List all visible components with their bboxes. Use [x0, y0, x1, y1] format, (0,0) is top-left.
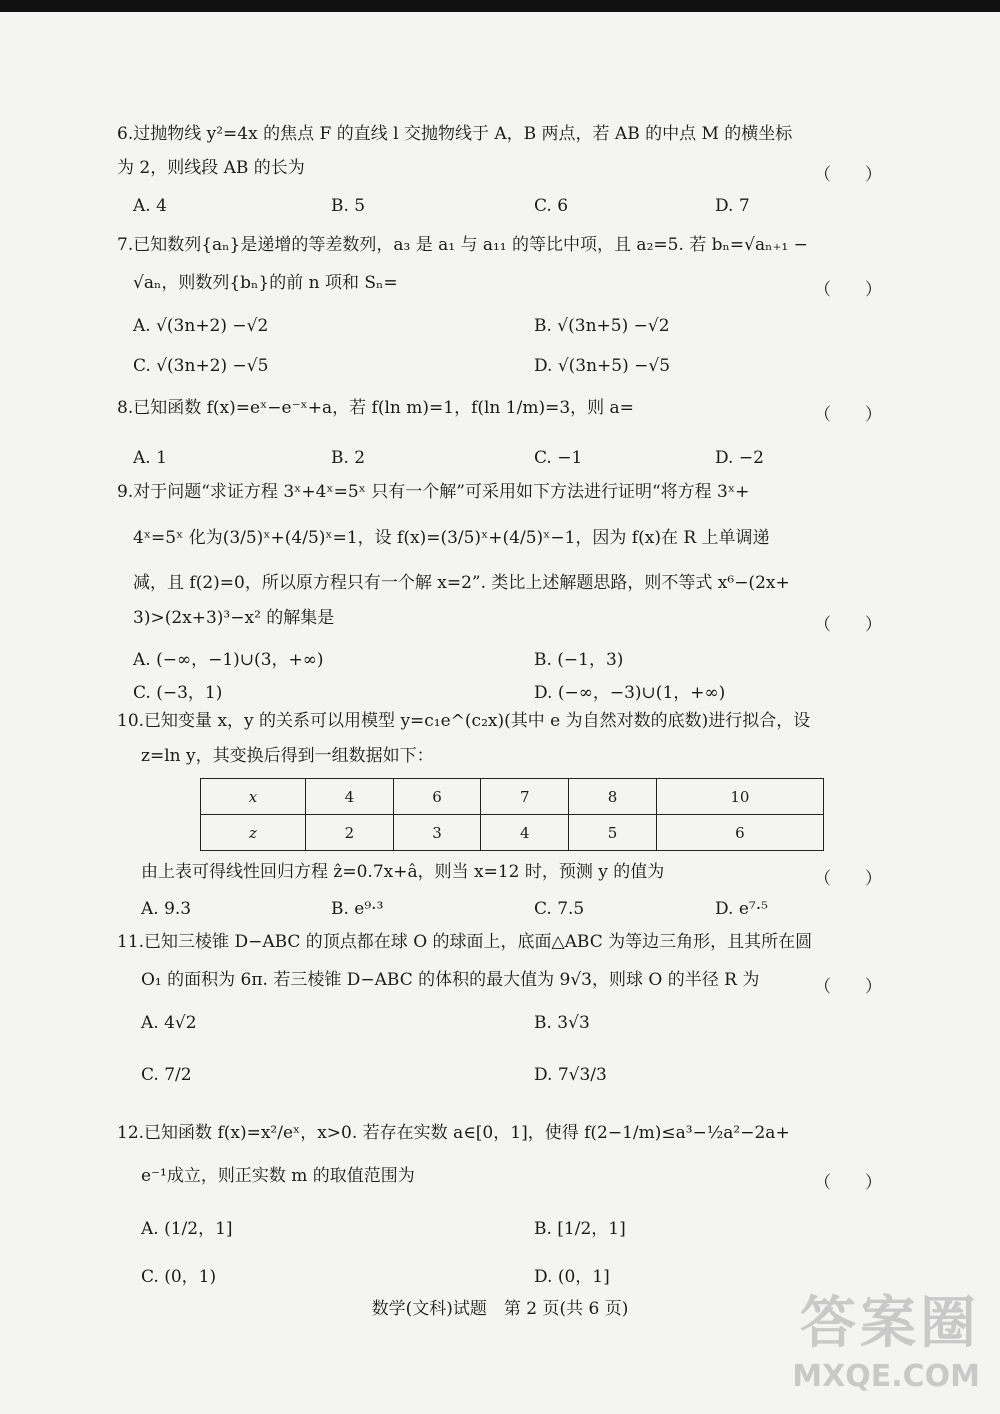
- q11-option-b[interactable]: B. 3√3: [534, 1013, 590, 1033]
- q9-option-d[interactable]: D. (−∞，−3)∪(1，+∞): [534, 683, 726, 703]
- q12-answer-paren: （ ）: [814, 1173, 882, 1193]
- table-cell-x-label: x: [201, 779, 306, 815]
- q7-stem-line1: 7.已知数列{aₙ}是递增的等差数列，a₃ 是 a₁ 与 a₁₁ 的等比中项，且 a₂=5. 若 bₙ=√aₙ₊₁ −: [117, 235, 808, 255]
- q7-answer-paren: （ ）: [814, 280, 882, 300]
- table-cell-z-label: z: [201, 815, 306, 851]
- table-row: [201, 779, 824, 815]
- q10-option-d[interactable]: D. e⁷·⁵: [715, 899, 768, 919]
- top-border: [0, 0, 1000, 12]
- q7-option-a[interactable]: A. √(3n+2) −√2: [133, 316, 269, 336]
- q12-stem-line1: 12.已知函数 f(x)=x²/eˣ，x>0. 若存在实数 a∈[0，1]，使得 f(2−1/m)≤a³−½a²−2a+: [117, 1123, 790, 1143]
- table-row: [201, 815, 824, 851]
- q12-option-d[interactable]: D. (0，1]: [534, 1267, 610, 1287]
- q7-option-c[interactable]: C. √(3n+2) −√5: [133, 356, 269, 376]
- q11-answer-paren: （ ）: [814, 977, 882, 997]
- q6-stem-line2: 为 2，则线段 AB 的长为: [117, 158, 305, 178]
- table-cell: 8: [569, 779, 657, 815]
- table-cell: 5: [569, 815, 657, 851]
- q8-answer-paren: （ ）: [814, 405, 882, 425]
- q12-option-b[interactable]: B. [1/2，1]: [534, 1219, 626, 1239]
- table-cell: 6: [656, 815, 823, 851]
- q9-stem-line3: 减，且 f(2)=0，所以原方程只有一个解 x=2”. 类比上述解题思路，则不等式 x⁶−(2x+: [133, 573, 790, 593]
- q11-option-d[interactable]: D. 7√3/3: [534, 1065, 607, 1085]
- q11-option-a[interactable]: A. 4√2: [141, 1013, 197, 1033]
- q6-option-c[interactable]: C. 6: [534, 196, 569, 216]
- q11-stem-line1: 11.已知三棱锥 D−ABC 的顶点都在球 O 的球面上，底面△ABC 为等边三角形，且其所在圆: [117, 932, 813, 952]
- table-cell: 4: [306, 779, 394, 815]
- page-footer: 数学(文科)试题 第 2 页(共 6 页): [371, 1299, 629, 1319]
- q8-option-c[interactable]: C. −1: [534, 448, 583, 468]
- table-cell: 3: [393, 815, 481, 851]
- q10-stem-line1: 10.已知变量 x，y 的关系可以用模型 y=c₁e^(c₂x)(其中 e 为自然对数的底数)进行拟合，设: [117, 711, 811, 731]
- q8-stem-line1: 8.已知函数 f(x)=eˣ−e⁻ˣ+a，若 f(ln m)=1，f(ln 1/m)=3，则 a=: [117, 398, 634, 418]
- q9-option-b[interactable]: B. (−1，3): [534, 650, 624, 670]
- q6-stem-line1: 6.过抛物线 y²=4x 的焦点 F 的直线 l 交抛物线于 A，B 两点，若 AB 的中点 M 的横坐标: [117, 124, 793, 144]
- q8-option-a[interactable]: A. 1: [133, 448, 167, 468]
- watermark-small: MXQE.COM: [792, 1359, 980, 1394]
- q11-stem-line2: O₁ 的面积为 6π. 若三棱锥 D−ABC 的体积的最大值为 9√3，则球 O 的半径 R 为: [141, 970, 760, 990]
- table-cell: 6: [393, 779, 481, 815]
- q10-option-c[interactable]: C. 7.5: [534, 899, 585, 919]
- q9-option-c[interactable]: C. (−3，1): [133, 683, 223, 703]
- q6-option-a[interactable]: A. 4: [133, 196, 167, 216]
- q12-option-c[interactable]: C. (0，1): [141, 1267, 217, 1287]
- table-cell: 2: [306, 815, 394, 851]
- table-cell: 7: [481, 779, 569, 815]
- q9-stem-line1: 9.对于问题“求证方程 3ˣ+4ˣ=5ˣ 只有一个解”可采用如下方法进行证明“将方程 3ˣ+: [117, 482, 750, 502]
- q12-stem-line2: e⁻¹成立，则正实数 m 的取值范围为: [141, 1166, 415, 1186]
- q8-option-d[interactable]: D. −2: [715, 448, 764, 468]
- q6-option-b[interactable]: B. 5: [331, 196, 366, 216]
- q10-stem-line3: 由上表可得线性回归方程 ẑ=0.7x+â，则当 x=12 时，预测 y 的值为: [141, 862, 665, 882]
- q10-option-a[interactable]: A. 9.3: [141, 899, 192, 919]
- q6-answer-paren: （ ）: [814, 165, 882, 185]
- q10-data-table: [200, 778, 824, 851]
- q12-option-a[interactable]: A. (1/2，1]: [141, 1219, 233, 1239]
- q6-option-d[interactable]: D. 7: [715, 196, 750, 216]
- table-cell: 4: [481, 815, 569, 851]
- q9-answer-paren: （ ）: [814, 615, 882, 635]
- q11-option-c[interactable]: C. 7/2: [141, 1065, 192, 1085]
- q9-stem-line2: 4ˣ=5ˣ 化为(3/5)ˣ+(4/5)ˣ=1，设 f(x)=(3/5)ˣ+(4/5)ˣ−1，因为 f(x)在 R 上单调递: [133, 528, 770, 548]
- q7-option-b[interactable]: B. √(3n+5) −√2: [534, 316, 670, 336]
- watermark-logo: [792, 1279, 980, 1394]
- watermark-big: 答案圈: [800, 1291, 980, 1356]
- q7-option-d[interactable]: D. √(3n+5) −√5: [534, 356, 671, 376]
- q10-stem-line2: z=ln y，其变换后得到一组数据如下：: [141, 746, 434, 766]
- q9-option-a[interactable]: A. (−∞，−1)∪(3，+∞): [133, 650, 324, 670]
- table-cell: 10: [656, 779, 823, 815]
- q9-stem-line4: 3)>(2x+3)³−x² 的解集是: [133, 608, 335, 628]
- q7-stem-line2: √aₙ，则数列{bₙ}的前 n 项和 Sₙ=: [133, 273, 398, 293]
- q10-answer-paren: （ ）: [814, 869, 882, 889]
- q8-option-b[interactable]: B. 2: [331, 448, 366, 468]
- q10-option-b[interactable]: B. e⁹·³: [331, 899, 384, 919]
